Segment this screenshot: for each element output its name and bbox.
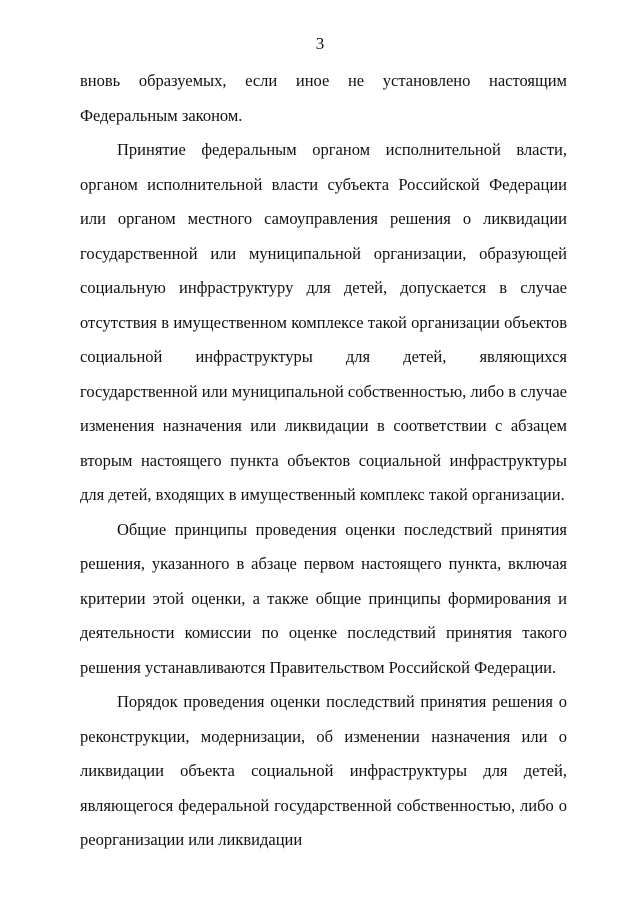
paragraph-continuation: вновь образуемых, если иное не установлено настоящим Федеральным законом.: [80, 71, 567, 125]
page-number: 3: [315, 34, 325, 53]
document-body: [80, 64, 567, 858]
paragraph-liquidation-decision: Принятие федеральным органом исполнительной власти, органом исполнительной власти субъекта Российской Федерации или органом местного самоуправления решения о ликвидации государственной или муниципальной организации, образующей социальную инфраструктуру для детей, допускается в случае отсутствия в имущественном комплексе такой организации объектов социальной инфраструктуры для детей, являющихся государственной или муниципальной собственностью, либо в случае изменения назначения или ликвидации в соответствии с абзацем вторым настоящего пункта объектов социальной инфраструктуры для детей, входящих в имущественный комплекс такой организации.: [80, 140, 567, 504]
paragraph-assessment-principles: Общие принципы проведения оценки последствий принятия решения, указанного в абзаце первом настоящего пункта, включая критерии этой оценки, а также общие принципы формирования и деятельности комиссии по оценке последствий принятия такого решения устанавливаются Правительством Российской Федерации.: [80, 519, 567, 677]
paragraph-assessment-procedure: Порядок проведения оценки последствий принятия решения о реконструкции, модернизации, об изменении назначения или о ликвидации объекта социальной инфраструктуры для детей, являющегося федеральной государственной собственностью, либо о реорганизации или ликвидации: [80, 692, 567, 849]
